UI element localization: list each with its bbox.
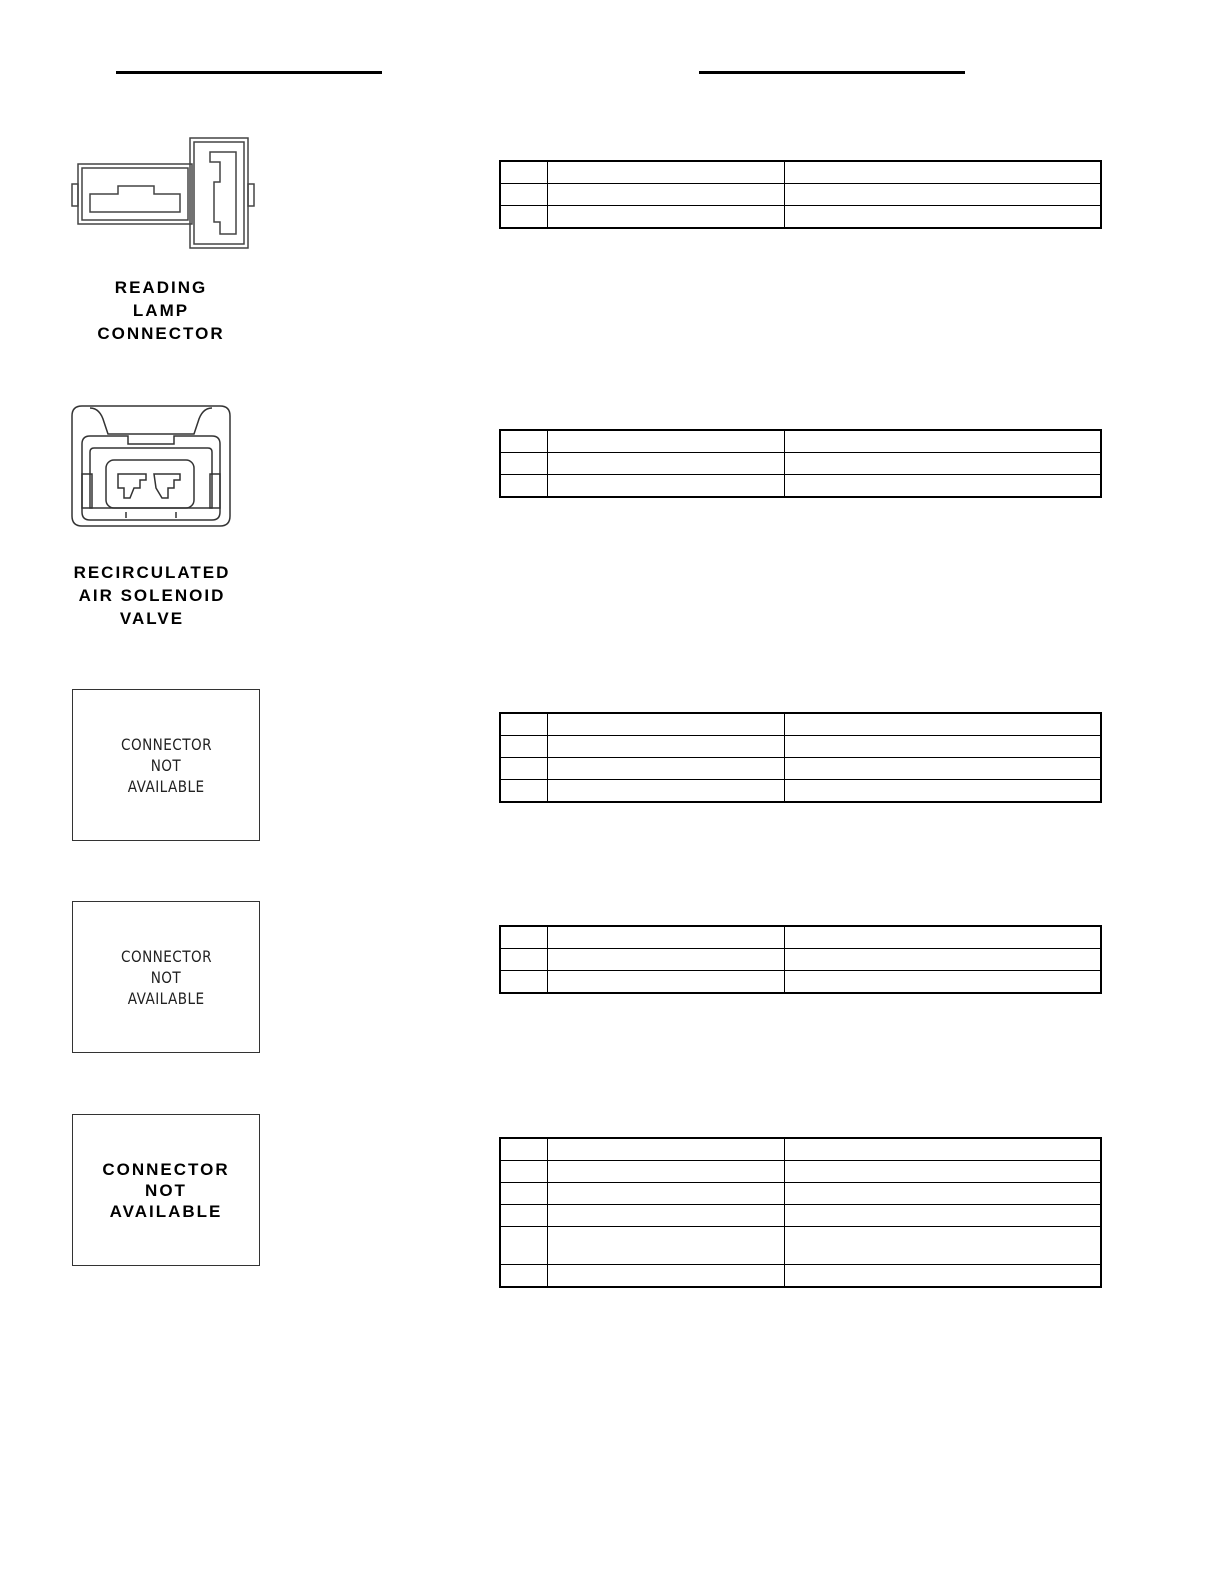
table-cell-function	[785, 1227, 1102, 1265]
table-cell-function	[785, 1205, 1102, 1227]
table-cell-pin	[500, 971, 548, 994]
table-cell-function	[785, 780, 1102, 803]
table-cell-pin	[500, 184, 548, 206]
recirculated-air-solenoid-valve-pin-table	[499, 429, 1102, 498]
table-cell-pin	[500, 453, 548, 475]
table-cell-function	[785, 206, 1102, 229]
reading-lamp-connector-diagram	[70, 136, 260, 252]
table-cell-color	[548, 475, 785, 498]
table-row	[500, 780, 1101, 803]
table-cell-color	[548, 1227, 785, 1265]
connector-not-available-box	[72, 1114, 260, 1266]
label-line: AIR SOLENOID	[78, 586, 226, 605]
label-line: LAMP	[132, 301, 190, 320]
table-row	[500, 758, 1101, 780]
table-cell-color	[548, 926, 785, 949]
table-cell-pin	[500, 736, 548, 758]
table-row	[500, 713, 1101, 736]
table-row	[500, 206, 1101, 229]
label-line: READING	[114, 278, 208, 297]
table-cell-pin	[500, 926, 548, 949]
connector-not-available-box	[72, 901, 260, 1053]
table-cell-color	[548, 713, 785, 736]
table-cell-color	[548, 206, 785, 229]
connector-not-available-box	[72, 689, 260, 841]
table-row	[500, 1227, 1101, 1265]
table-cell-pin	[500, 758, 548, 780]
placeholder-line: NOT	[150, 967, 182, 987]
table-cell-pin	[500, 161, 548, 184]
table-cell-color	[548, 1138, 785, 1161]
placeholder-line: CONNECTOR	[102, 1159, 230, 1179]
placeholder-line: AVAILABLE	[127, 988, 205, 1008]
table-row	[500, 1138, 1101, 1161]
table-cell-pin	[500, 475, 548, 498]
table-cell-function	[785, 926, 1102, 949]
recirculated-air-solenoid-valve-diagram	[70, 404, 232, 528]
table-cell-pin	[500, 1183, 548, 1205]
table-cell-function	[785, 736, 1102, 758]
table-cell-function	[785, 1265, 1102, 1288]
table-cell-function	[785, 453, 1102, 475]
table-cell-function	[785, 1138, 1102, 1161]
table-row	[500, 971, 1101, 994]
label-line: RECIRCULATED	[73, 563, 231, 582]
table-cell-pin	[500, 206, 548, 229]
table-cell-color	[548, 453, 785, 475]
table-cell-function	[785, 971, 1102, 994]
connector-3-pin-table	[499, 712, 1102, 803]
table-row	[500, 1205, 1101, 1227]
table-cell-color	[548, 780, 785, 803]
table-row	[500, 736, 1101, 758]
table-cell-function	[785, 1161, 1102, 1183]
table-row	[500, 1183, 1101, 1205]
table-cell-pin	[500, 1227, 548, 1265]
table-row	[500, 475, 1101, 498]
placeholder-line: CONNECTOR	[120, 946, 212, 966]
label-line: VALVE	[119, 609, 185, 628]
recirculated-air-solenoid-valve-label	[66, 561, 238, 630]
table-cell-function	[785, 161, 1102, 184]
header-rule-left	[116, 71, 382, 74]
table-cell-function	[785, 758, 1102, 780]
table-cell-function	[785, 430, 1102, 453]
table-cell-function	[785, 475, 1102, 498]
table-cell-color	[548, 949, 785, 971]
table-cell-pin	[500, 1265, 548, 1288]
table-cell-pin	[500, 1161, 548, 1183]
table-cell-color	[548, 736, 785, 758]
placeholder-line: CONNECTOR	[120, 734, 212, 754]
connector-4-pin-table	[499, 925, 1102, 994]
table-cell-pin	[500, 780, 548, 803]
table-cell-color	[548, 971, 785, 994]
table-cell-color	[548, 430, 785, 453]
table-cell-function	[785, 184, 1102, 206]
table-cell-pin	[500, 949, 548, 971]
placeholder-line: NOT	[145, 1180, 187, 1200]
header-rule-right	[699, 71, 965, 74]
table-cell-color	[548, 1265, 785, 1288]
table-row	[500, 161, 1101, 184]
table-row	[500, 184, 1101, 206]
table-cell-color	[548, 1205, 785, 1227]
table-cell-color	[548, 184, 785, 206]
table-row	[500, 453, 1101, 475]
table-cell-pin	[500, 713, 548, 736]
table-row	[500, 949, 1101, 971]
connector-5-pin-table	[499, 1137, 1102, 1288]
table-cell-function	[785, 713, 1102, 736]
label-line: CONNECTOR	[97, 324, 225, 343]
table-cell-pin	[500, 430, 548, 453]
table-row	[500, 430, 1101, 453]
table-cell-function	[785, 949, 1102, 971]
table-cell-pin	[500, 1205, 548, 1227]
reading-lamp-label	[86, 276, 236, 345]
table-cell-color	[548, 161, 785, 184]
table-cell-pin	[500, 1138, 548, 1161]
placeholder-line: AVAILABLE	[109, 1201, 223, 1221]
table-cell-color	[548, 1183, 785, 1205]
placeholder-line: AVAILABLE	[127, 776, 205, 796]
table-row	[500, 926, 1101, 949]
table-cell-function	[785, 1183, 1102, 1205]
table-row	[500, 1161, 1101, 1183]
table-cell-color	[548, 1161, 785, 1183]
table-row	[500, 1265, 1101, 1288]
table-cell-color	[548, 758, 785, 780]
placeholder-line: NOT	[150, 755, 182, 775]
reading-lamp-pin-table	[499, 160, 1102, 229]
